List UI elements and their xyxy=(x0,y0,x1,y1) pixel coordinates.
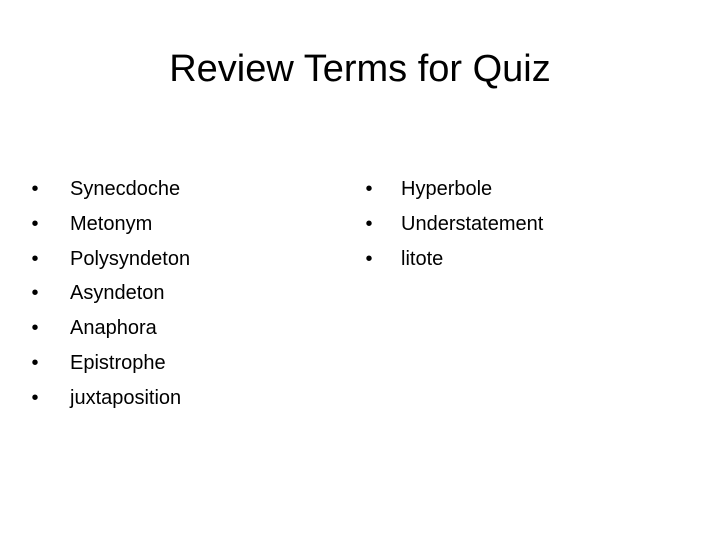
bullet-icon: • xyxy=(365,247,373,270)
list-item-text: juxtaposition xyxy=(70,386,182,409)
list-item-text: Synecdoche xyxy=(70,178,181,200)
list-item-text: Hyperbole xyxy=(401,178,493,200)
list-item-text: Epistrophe xyxy=(70,351,166,374)
list-item-text: Understatement xyxy=(401,212,544,235)
bullet-icon: • xyxy=(365,178,373,200)
bullet-icon: • xyxy=(31,178,39,200)
slide-title: Review Terms for Quiz xyxy=(169,48,551,90)
bullet-icon: • xyxy=(365,212,373,235)
list-item-text: litote xyxy=(401,247,444,270)
bullet-icon: • xyxy=(31,212,39,235)
bullet-icon: • xyxy=(31,282,39,305)
bullet-icon: • xyxy=(31,386,39,409)
list-item-text: Anaphora xyxy=(70,317,157,340)
bullet-icon: • xyxy=(31,317,39,340)
list-item-text: Polysyndeton xyxy=(70,247,191,270)
list-item-text: Asyndeton xyxy=(70,282,165,305)
list-item-text: Metonym xyxy=(70,212,153,235)
bullet-icon: • xyxy=(31,247,39,270)
bullet-icon: • xyxy=(31,351,39,374)
